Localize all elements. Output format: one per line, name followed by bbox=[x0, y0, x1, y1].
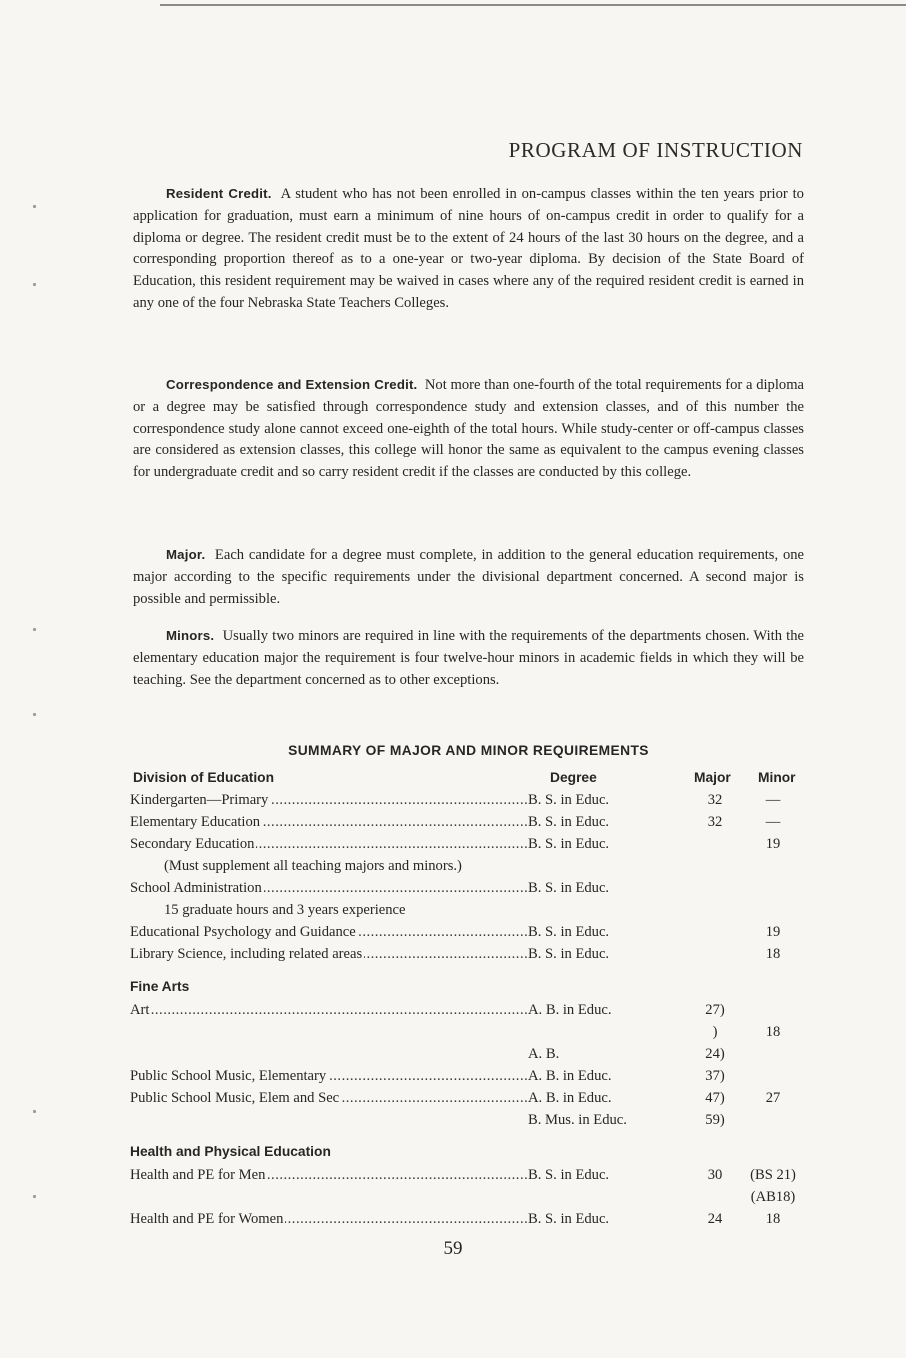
program-name-text: Public School Music, Elem and Sec bbox=[130, 1090, 340, 1106]
program-name bbox=[164, 899, 624, 921]
scan-mark bbox=[33, 1195, 36, 1198]
minor-hours-cell: 19 bbox=[765, 836, 781, 852]
degree-cell: A. B. in Educ. bbox=[528, 1068, 612, 1084]
program-name-text: Public School Music, Elementary bbox=[130, 1068, 327, 1084]
paragraph-minors bbox=[133, 625, 804, 691]
program-name bbox=[130, 1186, 528, 1208]
program-name-text: School Administration bbox=[130, 880, 262, 896]
major-hours-cell: 32 bbox=[707, 792, 723, 808]
major-hours-cell: 24) bbox=[705, 1046, 725, 1062]
program-name-text: Art bbox=[130, 1002, 150, 1018]
header-degree: Degree bbox=[550, 770, 597, 785]
summary-title: SUMMARY OF MAJOR AND MINOR REQUIREMENTS bbox=[288, 743, 649, 758]
page-title: PROGRAM OF INSTRUCTION bbox=[508, 138, 803, 162]
table-row bbox=[130, 1186, 810, 1208]
table-row bbox=[130, 1087, 810, 1109]
table-row bbox=[130, 899, 810, 921]
minor-hours-cell: (BS 21) bbox=[750, 1167, 796, 1183]
scan-mark bbox=[33, 205, 36, 208]
major-hours-cell: 32 bbox=[707, 814, 723, 830]
table-row bbox=[130, 999, 810, 1021]
top-rule bbox=[160, 4, 906, 6]
degree-cell: B. S. in Educ. bbox=[528, 924, 610, 940]
table-row bbox=[130, 877, 810, 899]
paragraph-major bbox=[133, 544, 804, 610]
program-name bbox=[130, 1087, 528, 1109]
minor-hours-cell: — bbox=[765, 792, 781, 808]
major-hours-cell: 59) bbox=[705, 1112, 725, 1128]
program-name bbox=[130, 999, 528, 1021]
program-name-text: 15 graduate hours and 3 years experience bbox=[164, 902, 406, 918]
scan-mark bbox=[33, 628, 36, 631]
minor-hours-cell: 18 bbox=[765, 1024, 781, 1040]
scan-mark bbox=[33, 1110, 36, 1113]
minor-hours-cell: 19 bbox=[765, 924, 781, 940]
program-name-text: Kindergarten—Primary bbox=[130, 792, 269, 808]
program-name bbox=[130, 1109, 528, 1131]
program-name-text: Health and PE for Men bbox=[130, 1167, 266, 1183]
paragraph-correspondence-credit bbox=[133, 374, 804, 484]
paragraph-text: Not more than one-fourth of the total requirements for a diploma or a degree may be satisfied through correspondence study and extension classes, and of this number the correspondence study alone cannot exceed one-eighth of the total hours. While study-center or off-campus classes are considered as extension classes, this college will honor the same as equivalent to the campus evening classes for undergraduate credit and so carry resident credit if the classes are conducted by this college. bbox=[133, 377, 805, 481]
table-row bbox=[130, 1164, 810, 1186]
table-row bbox=[130, 943, 810, 965]
major-hours-cell: 47) bbox=[705, 1090, 725, 1106]
table-row bbox=[130, 789, 810, 811]
major-hours-cell: ) bbox=[712, 1024, 718, 1040]
minor-hours-cell: — bbox=[765, 814, 781, 830]
major-hours-cell: 37) bbox=[705, 1068, 725, 1084]
program-name-text: Educational Psychology and Guidance bbox=[130, 924, 356, 940]
degree-cell: B. Mus. in Educ. bbox=[528, 1112, 627, 1128]
table-row bbox=[130, 811, 810, 833]
paragraph-heading: Correspondence and Extension Credit. bbox=[166, 377, 418, 392]
table-row bbox=[130, 1208, 810, 1230]
table-row bbox=[130, 1109, 810, 1131]
program-name-text bbox=[130, 1024, 132, 1040]
degree-cell: B. S. in Educ. bbox=[528, 814, 610, 830]
table-row bbox=[130, 1043, 810, 1065]
program-name bbox=[130, 789, 528, 811]
program-name-text: (Must supplement all teaching majors and minors.) bbox=[164, 858, 462, 874]
program-name-text: Secondary Education bbox=[130, 836, 255, 852]
section-heading-health-pe: Health and Physical Education bbox=[130, 1144, 331, 1159]
program-name bbox=[130, 1065, 528, 1087]
table-row bbox=[130, 833, 810, 855]
degree-cell: B. S. in Educ. bbox=[528, 880, 610, 896]
paragraph-heading: Major. bbox=[166, 547, 206, 562]
table-row bbox=[130, 855, 810, 877]
major-hours-cell: 30 bbox=[707, 1167, 723, 1183]
degree-cell: A. B. in Educ. bbox=[528, 1002, 612, 1018]
paragraph-text: Each candidate for a degree must complete, in addition to the general education requirements, one major according to the specific requirements under the divisional department concerned. A second major is possible and permissible. bbox=[133, 547, 805, 607]
minor-hours-cell: 27 bbox=[765, 1090, 781, 1106]
program-name bbox=[130, 921, 528, 943]
header-major: Major bbox=[694, 770, 731, 785]
page-number: 59 bbox=[443, 1238, 463, 1259]
program-name bbox=[130, 811, 528, 833]
minor-hours-cell: (AB18) bbox=[750, 1189, 796, 1205]
degree-cell: B. S. in Educ. bbox=[528, 792, 610, 808]
major-hours-cell: 24 bbox=[707, 1211, 723, 1227]
paragraph-text: A student who has not been enrolled in on-campus classes within the ten years prior to application for graduation, must earn a minimum of nine hours of on-campus credit in order to qualify for a diploma or degree. The resident credit must be to the extent of 24 hours of the last 30 hours on the degree, and a corresponding proportion thereof as to a one-year or two-year diploma. By decision of the State Board of Education, this resident requirement may be waived in cases where any of the required resident credit is earned in any one of the four Nebraska State Teachers Colleges. bbox=[133, 186, 804, 311]
degree-cell: A. B. bbox=[528, 1046, 560, 1062]
program-name bbox=[130, 1043, 528, 1065]
program-name-text bbox=[130, 1112, 132, 1128]
table-row bbox=[130, 921, 810, 943]
table-row bbox=[130, 1021, 810, 1043]
program-name bbox=[130, 1208, 528, 1230]
program-name bbox=[130, 943, 528, 965]
paragraph-resident-credit bbox=[133, 183, 804, 315]
program-name bbox=[130, 1164, 528, 1186]
degree-cell: B. S. in Educ. bbox=[528, 1211, 610, 1227]
table-row bbox=[130, 1065, 810, 1087]
minor-hours-cell: 18 bbox=[765, 946, 781, 962]
program-name bbox=[130, 877, 528, 899]
degree-cell: B. S. in Educ. bbox=[528, 1167, 610, 1183]
scan-mark bbox=[33, 713, 36, 716]
program-name-text: Elementary Education bbox=[130, 814, 261, 830]
degree-cell: B. S. in Educ. bbox=[528, 946, 610, 962]
program-name-text: Health and PE for Women bbox=[130, 1211, 284, 1227]
degree-cell: B. S. in Educ. bbox=[528, 836, 610, 852]
program-name bbox=[130, 1021, 528, 1043]
program-name-text bbox=[130, 1046, 132, 1062]
header-division: Division of Education bbox=[133, 770, 275, 785]
major-hours-cell: 27) bbox=[705, 1002, 725, 1018]
program-name bbox=[130, 833, 528, 855]
paragraph-heading: Minors. bbox=[166, 628, 215, 643]
program-name-text: Library Science, including related areas bbox=[130, 946, 363, 962]
degree-cell: A. B. in Educ. bbox=[528, 1090, 612, 1106]
minor-hours-cell: 18 bbox=[765, 1211, 781, 1227]
paragraph-heading: Resident Credit. bbox=[166, 186, 272, 201]
header-minor: Minor bbox=[758, 770, 796, 785]
program-name-text bbox=[130, 1189, 132, 1205]
scan-mark bbox=[33, 283, 36, 286]
program-name bbox=[164, 855, 624, 877]
section-heading-fine-arts: Fine Arts bbox=[130, 979, 190, 994]
paragraph-text: Usually two minors are required in line with the requirements of the departments chosen. With the elementary education major the requirement is four twelve-hour minors in academic fields in which they will be teaching. See the department concerned as to other exceptions. bbox=[133, 628, 805, 688]
